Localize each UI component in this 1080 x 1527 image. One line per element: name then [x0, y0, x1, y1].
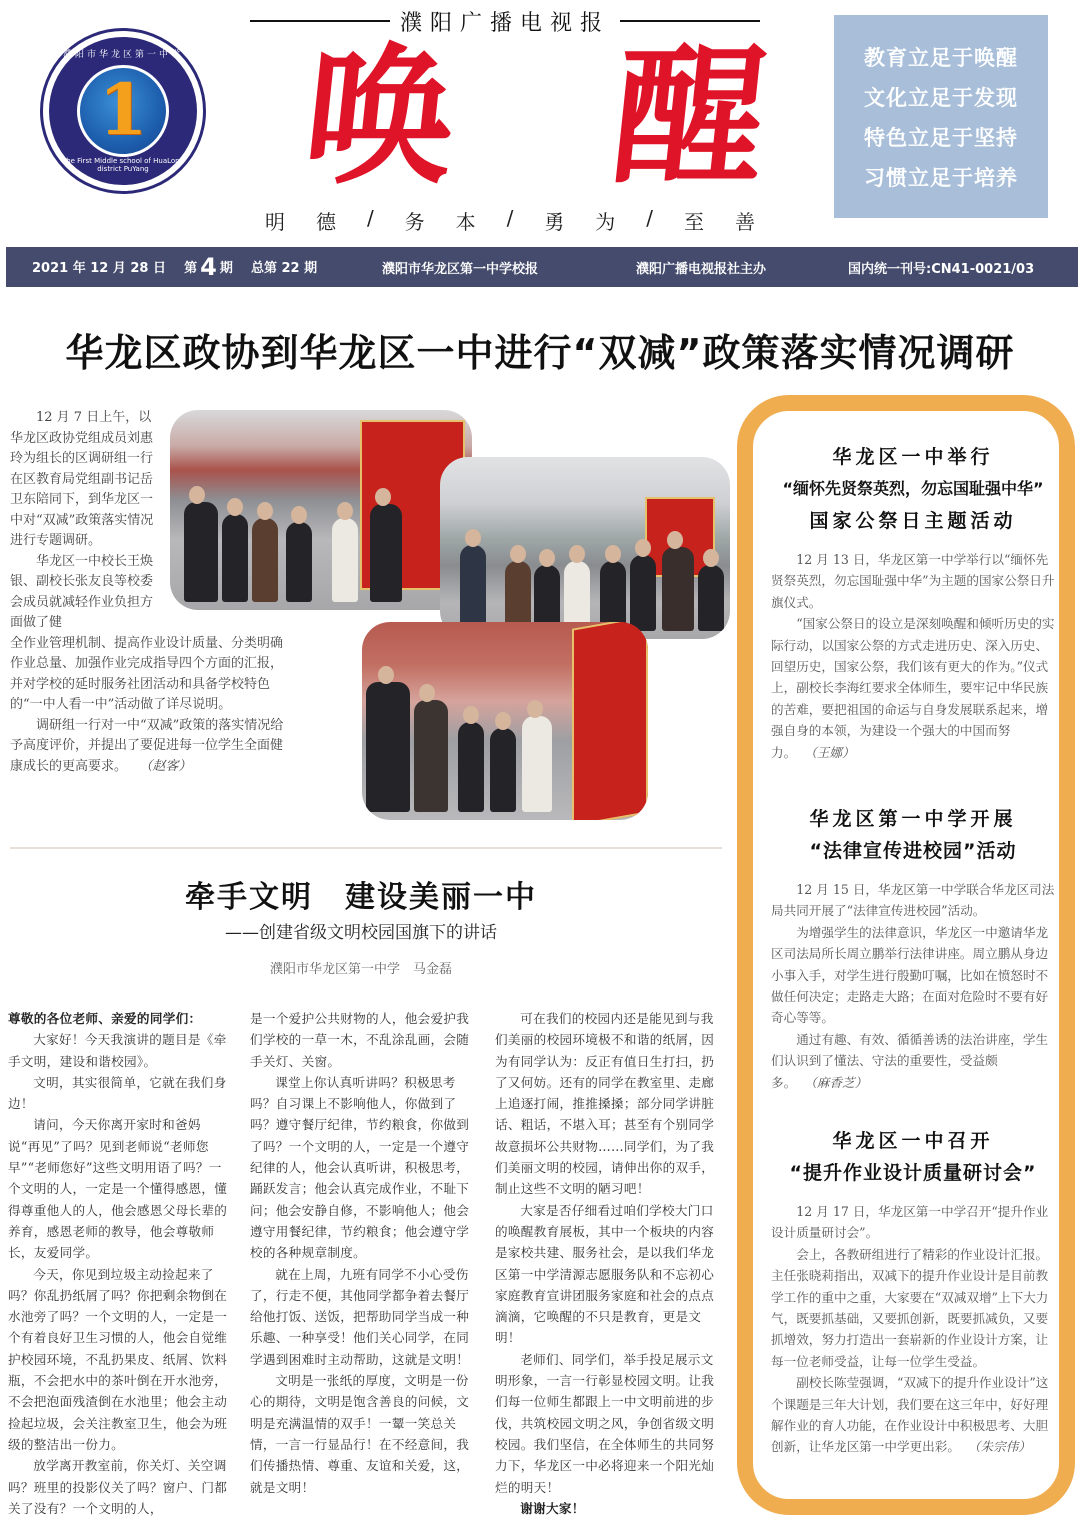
- motto-char: 善: [734, 210, 755, 234]
- emblem-text-cn: 濮阳市华龙区第一中学: [62, 50, 183, 60]
- emblem-text-en: The First Middle school of HuaLong district PuYang: [61, 157, 185, 173]
- paragraph: 12 月 17 日，华龙区第一中学召开“提升作业设计质量研讨会”。: [771, 1204, 1049, 1241]
- sponsor: 濮阳广播电视报社主办: [636, 261, 767, 277]
- paragraph: 调研组一行对一中“双减”政策的落实情况给予高度评价，并提出了要促进每一位学生全面健康成长的更高要求。 （赵客）: [10, 717, 284, 774]
- paragraph: 老师们、同学们，举手投足展示文明形象，一言一行彰显校园文明。让我们每一位师生都跟上一中文明前进的步伐，共筑校园文明之风，争创省级文明校园。我们坚信，在全体师生的共同努力下，华龙区一中必将迎来一个阳光灿烂的明天！: [495, 1351, 715, 1495]
- paragraph: 12 月 7 日上午，以华龙区政协党组成员刘惠玲为组长的区调研组一行在区教育局党组副书记岳卫东陪同下，到华龙区一中对“双减”政策落实情况进行专题调研。: [10, 410, 154, 548]
- paragraph: 放学离开教室前，你关灯、关空调吗？班里的投影仪关了吗？窗户、门都关了没有？一个文明的人，: [8, 1458, 228, 1516]
- section-divider: [10, 847, 722, 849]
- paragraph: 今天，你见到垃圾主动捡起来了吗？你乱扔纸屑了吗？你把剩余物倒在水池旁了吗？一个文明的人，一定是一个有着良好卫生习惯的人，他会自觉维护校园环境，不乱扔果皮、纸屑、饮料瓶，不会把水中的茶叶倒在开水池旁，不会把泡面残渣倒在水池里；他会主动捡起垃圾，会关注教室卫生，他会为班级的整洁出一份力。: [8, 1266, 228, 1452]
- slogan-line: 教育立足于唤醒: [864, 44, 1018, 70]
- title-char-2: 醒: [605, 28, 775, 205]
- paragraph: 文明是一张纸的厚度，文明是一份心的期待，文明是饱含善良的问候，文明是充满温情的双手！一颦一笑总关情，一言一行显品行！在不经意间，我们传播热情、尊重、友谊和关爱，这，就是文明！: [250, 1373, 470, 1495]
- masthead: [0, 0, 1080, 245]
- paragraph: 大家是否仔细看过咱们学校大门口的唤醒教育展板，其中一个板块的内容是家校共建、服务社会，是以我们华龙区第一中学清源志愿服务队和不忘初心家庭教育宣讲团服务家庭和社会的点点滴滴，它唤醒的不只是教育，更是文明！: [495, 1202, 715, 1346]
- photo-group-in-courtyard: [440, 457, 730, 639]
- byline: （王娜）: [804, 744, 855, 760]
- paragraph: 就在上周，九班有同学不小心受伤了，行走不便，其他同学都争着去餐厅给他打饭、送饭，把帮助同学当成一种乐趣、一种享受！他们关心同学，在同学遇到困难时主动帮助，这就是文明！: [250, 1266, 470, 1367]
- sidebar-article-title: “提升作业设计质量研讨会”: [789, 1162, 1037, 1184]
- motto: [265, 206, 755, 235]
- sidebar-article-title: 华龙区一中召开: [832, 1130, 994, 1152]
- slogan-line: 文化立足于发现: [864, 84, 1018, 110]
- byline: （麻香芝）: [804, 1074, 868, 1090]
- article-2-column-1: [8, 1008, 233, 1519]
- slogan-line: 特色立足于坚持: [864, 124, 1018, 150]
- school-emblem-icon: [40, 28, 206, 194]
- dragon-one-mark-icon: 1: [98, 67, 148, 151]
- article-2-author: 濮阳市华龙区第一中学 马金磊: [269, 962, 452, 977]
- article-2-title: 牵手文明 建设美丽一中: [185, 880, 537, 915]
- article-2-column-2: [250, 1008, 475, 1498]
- motto-separator: /: [646, 206, 653, 230]
- photo-viewing-exhibit-panel: [362, 622, 648, 820]
- sidebar-article-title: “缅怀先贤祭英烈，勿忘国耻强中华”: [782, 479, 1044, 498]
- slogan-box: [834, 15, 1048, 218]
- sidebar-article-memorial-day: [771, 441, 1055, 763]
- paragraph: 12 月 13 日，华龙区第一中学举行以“缅怀先贤祭英烈，勿忘国耻强中华”为主题的国家公祭日升旗仪式。: [771, 552, 1055, 610]
- rule-right: [620, 20, 760, 22]
- paragraph: 课堂上你认真听讲吗？积极思考吗？自习课上不影响他人，你做到了吗？遵守餐厅纪律，节约粮食，你做到了吗？一个文明的人，一定是一个遵守纪律的人，他会认真听讲，积极思考，踊跃发言；他会认真完成作业，不耻下问；他会安静自修，不影响他人；他会遵守用餐纪律，节约粮食；他会遵守学校的各种规章制度。: [250, 1074, 470, 1261]
- paragraph-continued: 是一个爱护公共财物的人，他会爱护我们学校的一草一木，不乱涂乱画，会随手关灯、关窗。: [250, 1011, 470, 1069]
- issue-date: 2021 年 12 月 28 日: [32, 261, 166, 276]
- paragraph: 可在我们的校园内还是能见到与我们美丽的校园环境极不和谐的纸屑，因为有同学认为：反正有值日生打扫，扔了又何妨。还有的同学在教室里、走廊上追逐打闹，推推搡搡；部分同学讲脏话、粗话，不堪入耳；甚至有个别同学故意损坏公共财物……同学们，为了我们美丽文明的校园，请伸出你的双手，制止这些不文明的陋习吧！: [495, 1011, 715, 1197]
- issue-info-band: [6, 247, 1078, 287]
- byline: （赵客）: [139, 758, 192, 774]
- motto-char: 本: [455, 210, 476, 234]
- photo-officials-at-display-board: [170, 410, 472, 610]
- sidebar-article-title: 华龙区一中举行: [832, 446, 994, 468]
- publication-name: 濮阳市华龙区第一中学校报: [382, 261, 539, 277]
- salutation: 尊敬的各位老师、亲爱的同学们：: [8, 1011, 202, 1026]
- title-char-1: 唤: [295, 28, 465, 205]
- serial-number: 国内统一刊号:CN41-0021/03: [848, 261, 1035, 277]
- sidebar-article-body: [771, 1201, 1055, 1458]
- sidebar-article-body: [771, 549, 1055, 763]
- paragraph: 为增强学生的法律意识，华龙区一中邀请华龙区司法局所长周立鹏举行法律讲座。周立鹏从身边小事入手，对学生进行殷勤叮嘱，比如在愤怒时不做任何决定；走路走大路；在面对危险时不要有好奇心等等。: [771, 924, 1049, 1026]
- news-sidebar: [737, 395, 1075, 1515]
- paragraph: “国家公祭日的设立是深刻唤醒和倾听历史的实际行动，以国家公祭的方式走进历史、深入历史、回望历史，国家公祭，我们该有更大的作为。”仪式上，副校长李海红要求全体师生，要牢记中华民族的苦难，要把祖国的命运与自身发展联系起来，增强自身的本领，为建设一个强大的中国而努力。 （王娜）: [771, 616, 1055, 760]
- issue-number: 4: [200, 253, 217, 281]
- main-headline: 华龙区政协到华龙区一中进行“双减”政策落实情况调研: [65, 331, 1015, 375]
- article-2-subtitle: ——创建省级文明校园国旗下的讲话: [225, 923, 497, 943]
- motto-char: 德: [315, 210, 336, 234]
- motto-separator: /: [366, 206, 374, 230]
- sidebar-article-title: 华龙区第一中学开展: [809, 808, 1017, 830]
- paragraph: 12 月 15 日，华龙区第一中学联合华龙区司法局共同开展了“法律宣传进校园”活动。: [771, 882, 1055, 919]
- sidebar-article-law-campus: [771, 803, 1055, 1093]
- paragraph: 通过有趣、有效、循循善诱的法治讲座，学生们认识到了懂法、守法的重要性，受益颇多。 （麻香芝）: [771, 1031, 1049, 1090]
- closing: 谢谢大家！: [520, 1500, 585, 1516]
- byline: （朱宗伟）: [967, 1439, 1031, 1455]
- paragraph-continued: 全作业管理机制、提高作业设计质量、分类明确作业总量、加强作业完成指导四个方面的汇报，并对学校的延时服务社团活动和具备学校特色的“一中人看一中”活动做了详尽说明。: [10, 635, 284, 712]
- total-issue: 总第 22 期: [250, 261, 318, 276]
- paragraph: 副校长陈莹强调，“双减下的提升作业设计”这个课题是三年大计划，我们要在这三年中，好好理解作业的育人功能，在作业设计中积极思考、大胆创新，让华龙区第一中学更出彩。 （朱宗伟）: [771, 1375, 1049, 1455]
- paragraph: 文明，其实很简单，它就在我们身边！: [8, 1074, 227, 1112]
- sidebar-article-body: [771, 879, 1055, 1093]
- sidebar-article-homework-seminar: [771, 1125, 1055, 1458]
- issue-date-and-number: 2021 年 12 月 28 日 第 4 期 总第 22 期: [32, 253, 318, 281]
- article-2-column-3: [495, 1008, 720, 1519]
- motto-char: 务: [404, 210, 425, 234]
- paper-name: 濮阳广播电视报: [400, 10, 611, 36]
- motto-char: 明: [265, 210, 285, 234]
- sidebar-article-title: “法律宣传进校园”活动: [809, 840, 1017, 862]
- motto-char: 为: [595, 210, 616, 234]
- paragraph: 大家好！今天我演讲的题目是《牵手文明，建设和谐校园》。: [8, 1032, 227, 1069]
- motto-char: 勇: [544, 210, 565, 234]
- sidebar-article-title: 国家公祭日主题活动: [809, 510, 1017, 532]
- rule-left: [250, 20, 390, 22]
- paragraph: 会上，各教研组进行了精彩的作业设计汇报。主任张晓莉指出，双减下的提升作业设计是目前教学工作的重中之重，大家要在“双减双增”上下大力气，既要抓基础，又要抓创新，既要抓减负，又要抓增效，努力打造出一套崭新的作业设计方案，让每一位老师受益，让每一位学生受益。: [771, 1246, 1049, 1369]
- motto-separator: /: [506, 206, 514, 230]
- newspaper-title: [295, 28, 775, 205]
- paragraph: 华龙区一中校长王焕银、副校长张友良等校委会成员就减轻作业负担方面做了健: [10, 553, 154, 630]
- paragraph: 请问，今天你离开家时和爸妈说“再见”了吗？见到老师说“老师您早”“老师您好”这些文明用语了吗？一个文明的人，一定是一个懂得感恩，懂得尊重他人的人，他会感恩父母长辈的养育，感恩老师的教导，他会尊敬师长，友爱同学。: [8, 1117, 228, 1261]
- slogan-line: 习惯立足于培养: [864, 164, 1018, 190]
- motto-char: 至: [683, 210, 704, 234]
